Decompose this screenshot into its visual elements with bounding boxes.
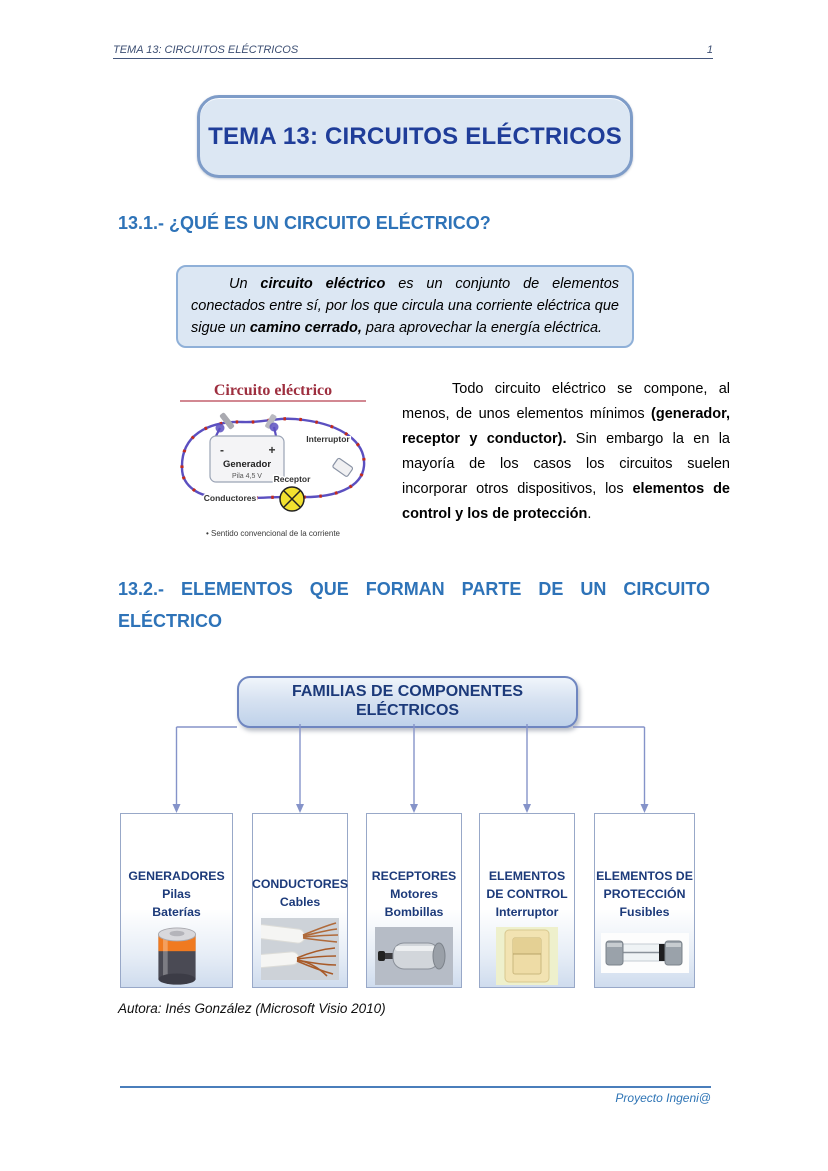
intro-paragraph — [402, 377, 730, 527]
family-item: Fusibles — [619, 904, 670, 919]
section-heading-13-2: 13.2.- ELEMENTOS QUE FORMAN PARTE DE UN CIRCUITO ELÉCTRICO — [118, 579, 710, 631]
family-box-elementos-de-control — [479, 813, 575, 988]
figure-title: Circuito eléctrico — [213, 382, 333, 399]
battery-image — [154, 927, 200, 987]
generator-minus-label: - — [220, 443, 224, 457]
family-text — [252, 876, 348, 912]
switch-image — [496, 927, 558, 985]
family-title: RECEPTORES — [371, 869, 457, 883]
author-caption: Autora: Inés González (Microsoft Visio 2010) — [118, 1001, 386, 1016]
family-text — [128, 868, 224, 921]
families-root-line2: ELÉCTRICOS — [355, 702, 460, 719]
chapter-title-box — [197, 95, 633, 178]
family-text — [595, 868, 694, 921]
family-title: CONDUCTORES — [251, 877, 349, 891]
receptor-label: Receptor — [273, 474, 311, 484]
intro-paragraph-text: Todo circuito eléctrico se compone, al menos, de unos elementos mínimos (generador, receptor y conductor). Sin embargo la en la mayoría de los casos los circuitos suelen incorporar otros dispositivos, los elementos de control y los de protección. — [402, 381, 730, 523]
conductors-label: Conductores — [203, 493, 257, 503]
battery-voltage-label: Pila 4,5 V — [232, 473, 262, 480]
footer-divider — [120, 1086, 711, 1088]
family-item: Baterías — [152, 904, 201, 919]
switch-symbol — [332, 458, 353, 477]
section-heading-13-1: 13.1.- ¿QUÉ ES UN CIRCUITO ELÉCTRICO? — [118, 213, 491, 233]
chapter-title: TEMA 13: CIRCUITOS ELÉCTRICOS — [208, 122, 622, 150]
families-root-line1: FAMILIAS DE COMPONENTES — [291, 683, 524, 701]
page-header — [113, 44, 713, 59]
circuit-diagram-image — [152, 376, 394, 548]
cable-image — [261, 918, 339, 980]
generator-plus-label: + — [268, 443, 276, 457]
family-box-conductores — [252, 813, 348, 988]
diagram-connectors — [118, 724, 712, 814]
family-item: Pilas — [162, 886, 191, 901]
circuit-figure — [152, 376, 394, 548]
families-root-box — [237, 676, 578, 728]
figure-caption: • Sentido convencional de la corriente — [206, 529, 340, 538]
fuse-image — [601, 933, 689, 973]
family-box-elementos-de-proteccion — [594, 813, 695, 988]
generator-label: Generador — [222, 459, 272, 470]
footer-project-label: Proyecto Ingeni@ — [615, 1091, 711, 1105]
family-item: Bombillas — [384, 904, 444, 919]
family-item: Cables — [279, 894, 321, 909]
header-title: TEMA 13: CIRCUITOS ELÉCTRICOS — [113, 44, 299, 56]
arrowheads — [173, 804, 649, 813]
switch-label: Interruptor — [306, 434, 350, 444]
motor-image — [375, 927, 453, 985]
family-item: Interruptor — [495, 904, 559, 919]
family-text — [480, 868, 574, 921]
family-title: GENERADORES — [128, 869, 225, 883]
family-box-receptores — [366, 813, 462, 988]
family-item: Motores — [390, 886, 438, 901]
definition-text: Un circuito eléctrico es un conjunto de elementos conectados entre sí, por los que circula una corriente eléctrica que sigue un camino cerrado, para aprovechar la energía eléctrica. — [191, 276, 620, 336]
definition-box — [176, 265, 634, 348]
page-number: 1 — [706, 44, 713, 56]
family-box-generadores — [120, 813, 233, 988]
family-title: ELEMENTOS DE CONTROL — [486, 869, 568, 901]
family-text — [372, 868, 457, 921]
family-title: ELEMENTOS DE PROTECCIÓN — [596, 869, 693, 901]
